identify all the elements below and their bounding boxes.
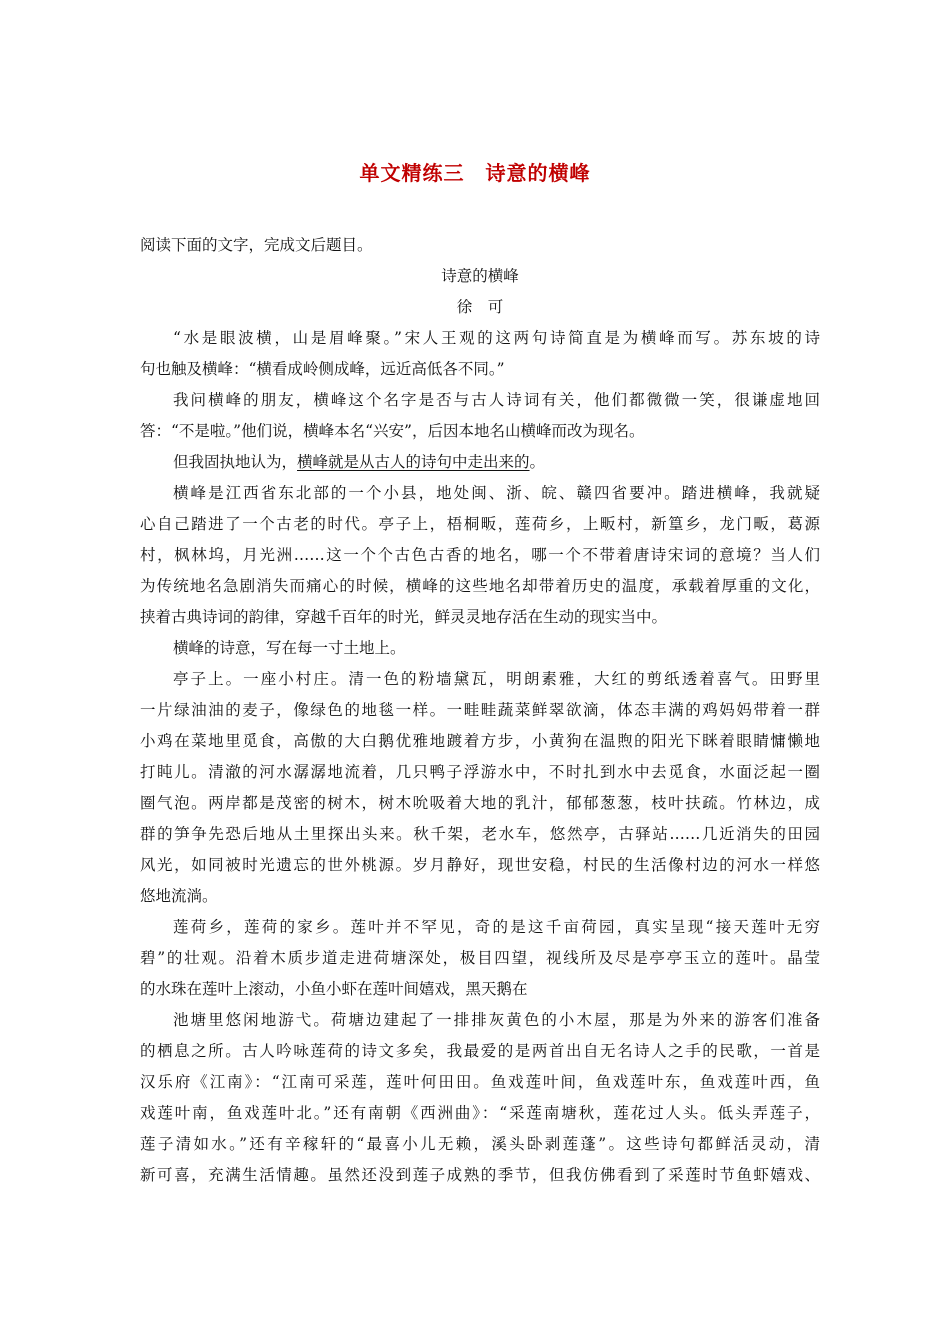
article-author: 徐 可 <box>456 298 504 316</box>
paragraph-line: 为传统地名急剧消失而痛心的时候，横峰的这些地名却带着历史的温度，承载着厚重的文化， <box>140 577 820 595</box>
paragraph-line: 戏莲叶南，鱼戏莲叶北。”还有南朝《西洲曲》：“采莲南塘秋，莲花过人头。低头弄莲子， <box>140 1104 820 1122</box>
paragraph-line: 横峰的诗意，写在每一寸土地上。 <box>173 639 406 657</box>
paragraph-line: 池塘里悠闲地游弋。荷塘边建起了一排排灰黄色的小木屋，那是为外来的游客们准备 <box>173 1011 820 1029</box>
instruction-text: 阅读下面的文字，完成文后题目。 <box>140 236 373 254</box>
paragraph-line: 我问横峰的朋友，横峰这个名字是否与古人诗词有关，他们都微微一笑，很谦虚地回 <box>173 391 820 409</box>
paragraph-line: 悠地流淌。 <box>140 887 218 905</box>
article-title: 诗意的横峰 <box>441 267 519 285</box>
underlined-sentence: 横峰就是从古人的诗句中走出来的 <box>297 453 530 471</box>
paragraph-line: 圈气泡。两岸都是茂密的树木，树木吮吸着大地的乳汁，郁郁葱葱，枝叶扶疏。竹林边，成 <box>140 794 820 812</box>
paragraph-line: 横峰是江西省东北部的一个小县，地处闽、浙、皖、赣四省要冲。踏进横峰，我就疑 <box>173 484 820 502</box>
paragraph-line: 答：“不是啦。”他们说，横峰本名“兴安”，后因本地名山横峰而改为现名。 <box>140 422 645 440</box>
paragraph-line: 莲子清如水。”还有辛稼轩的“最喜小儿无赖，溪头卧剥莲蓬”。这些诗句都鲜活灵动，清 <box>140 1135 820 1153</box>
paragraph-line: “水是眼波横，山是眉峰聚。”宋人王观的这两句诗简直是为横峰而写。苏东坡的诗 <box>173 329 820 347</box>
article-body <box>140 230 820 1191</box>
paragraph-line: 小鸡在菜地里觅食，高傲的大白鹅优雅地踱着方步，小黄狗在温煦的阳光下眯着眼睛慵懒地 <box>140 732 820 750</box>
paragraph-line: 汉乐府《江南》：“江南可采莲，莲叶何田田。鱼戏莲叶间，鱼戏莲叶东，鱼戏莲叶西，鱼 <box>140 1073 820 1091</box>
paragraph-line: 亭子上。一座小村庄。清一色的粉墙黛瓦，明朗素雅，大红的剪纸透着喜气。田野里 <box>173 670 820 688</box>
paragraph-line: 的栖息之所。古人吟咏莲荷的诗文多矣，我最爱的是两首出自无名诗人之手的民歌，一首是 <box>140 1042 820 1060</box>
paragraph-line: 群的笋争先恐后地从土里探出头来。秋千架，老水车，悠然亭，古驿站……几近消失的田园 <box>140 825 820 843</box>
paragraph-line: 碧”的壮观。沿着木质步道走进荷塘深处，极目四望，视线所及尽是亭亭玉立的莲叶。晶莹 <box>140 949 820 967</box>
paragraph-line: 的水珠在莲叶上滚动，小鱼小虾在莲叶间嬉戏，黑天鹅在 <box>140 980 528 998</box>
paragraph-line: 一片绿油油的麦子，像绿色的地毯一样。一畦畦蔬菜鲜翠欲滴，体态丰满的鸡妈妈带着一群 <box>140 701 820 719</box>
paragraph-text: 。 <box>529 453 546 471</box>
paragraph-line: 心自己踏进了一个古老的时代。亭子上，梧桐畈，莲荷乡，上畈村，新篁乡，龙门畈，葛源 <box>140 515 820 533</box>
paragraph-line: 村，枫林坞，月光洲……这一个个古色古香的地名，哪一个不带着唐诗宋词的意境？当人们 <box>140 546 820 564</box>
document-title: 单文精练三 诗意的横峰 <box>359 161 591 185</box>
paragraph-line: 打盹儿。清澈的河水潺潺地流着，几只鸭子浮游水中，不时扎到水中去觅食，水面泛起一圈 <box>140 763 820 781</box>
paragraph-line-underlined <box>140 447 820 478</box>
paragraph-line: 句也触及横峰：“横看成岭侧成峰，远近高低各不同。” <box>140 360 505 378</box>
paragraph-text: 但我固执地认为， <box>173 453 298 471</box>
paragraph-line: 挟着古典诗词的韵律，穿越千百年的时光，鲜灵灵地存活在生动的现实当中。 <box>140 608 668 626</box>
paragraph-line: 新可喜，充满生活情趣。虽然还没到莲子成熟的季节，但我仿佛看到了采莲时节鱼虾嬉戏、 <box>140 1166 820 1184</box>
paragraph-line: 莲荷乡，莲荷的家乡。莲叶并不罕见，奇的是这千亩荷园，真实呈现“接天莲叶无穷 <box>173 918 820 936</box>
paragraph-line: 风光，如同被时光遗忘的世外桃源。岁月静好，现世安稳，村民的生活像村边的河水一样悠 <box>140 856 820 874</box>
